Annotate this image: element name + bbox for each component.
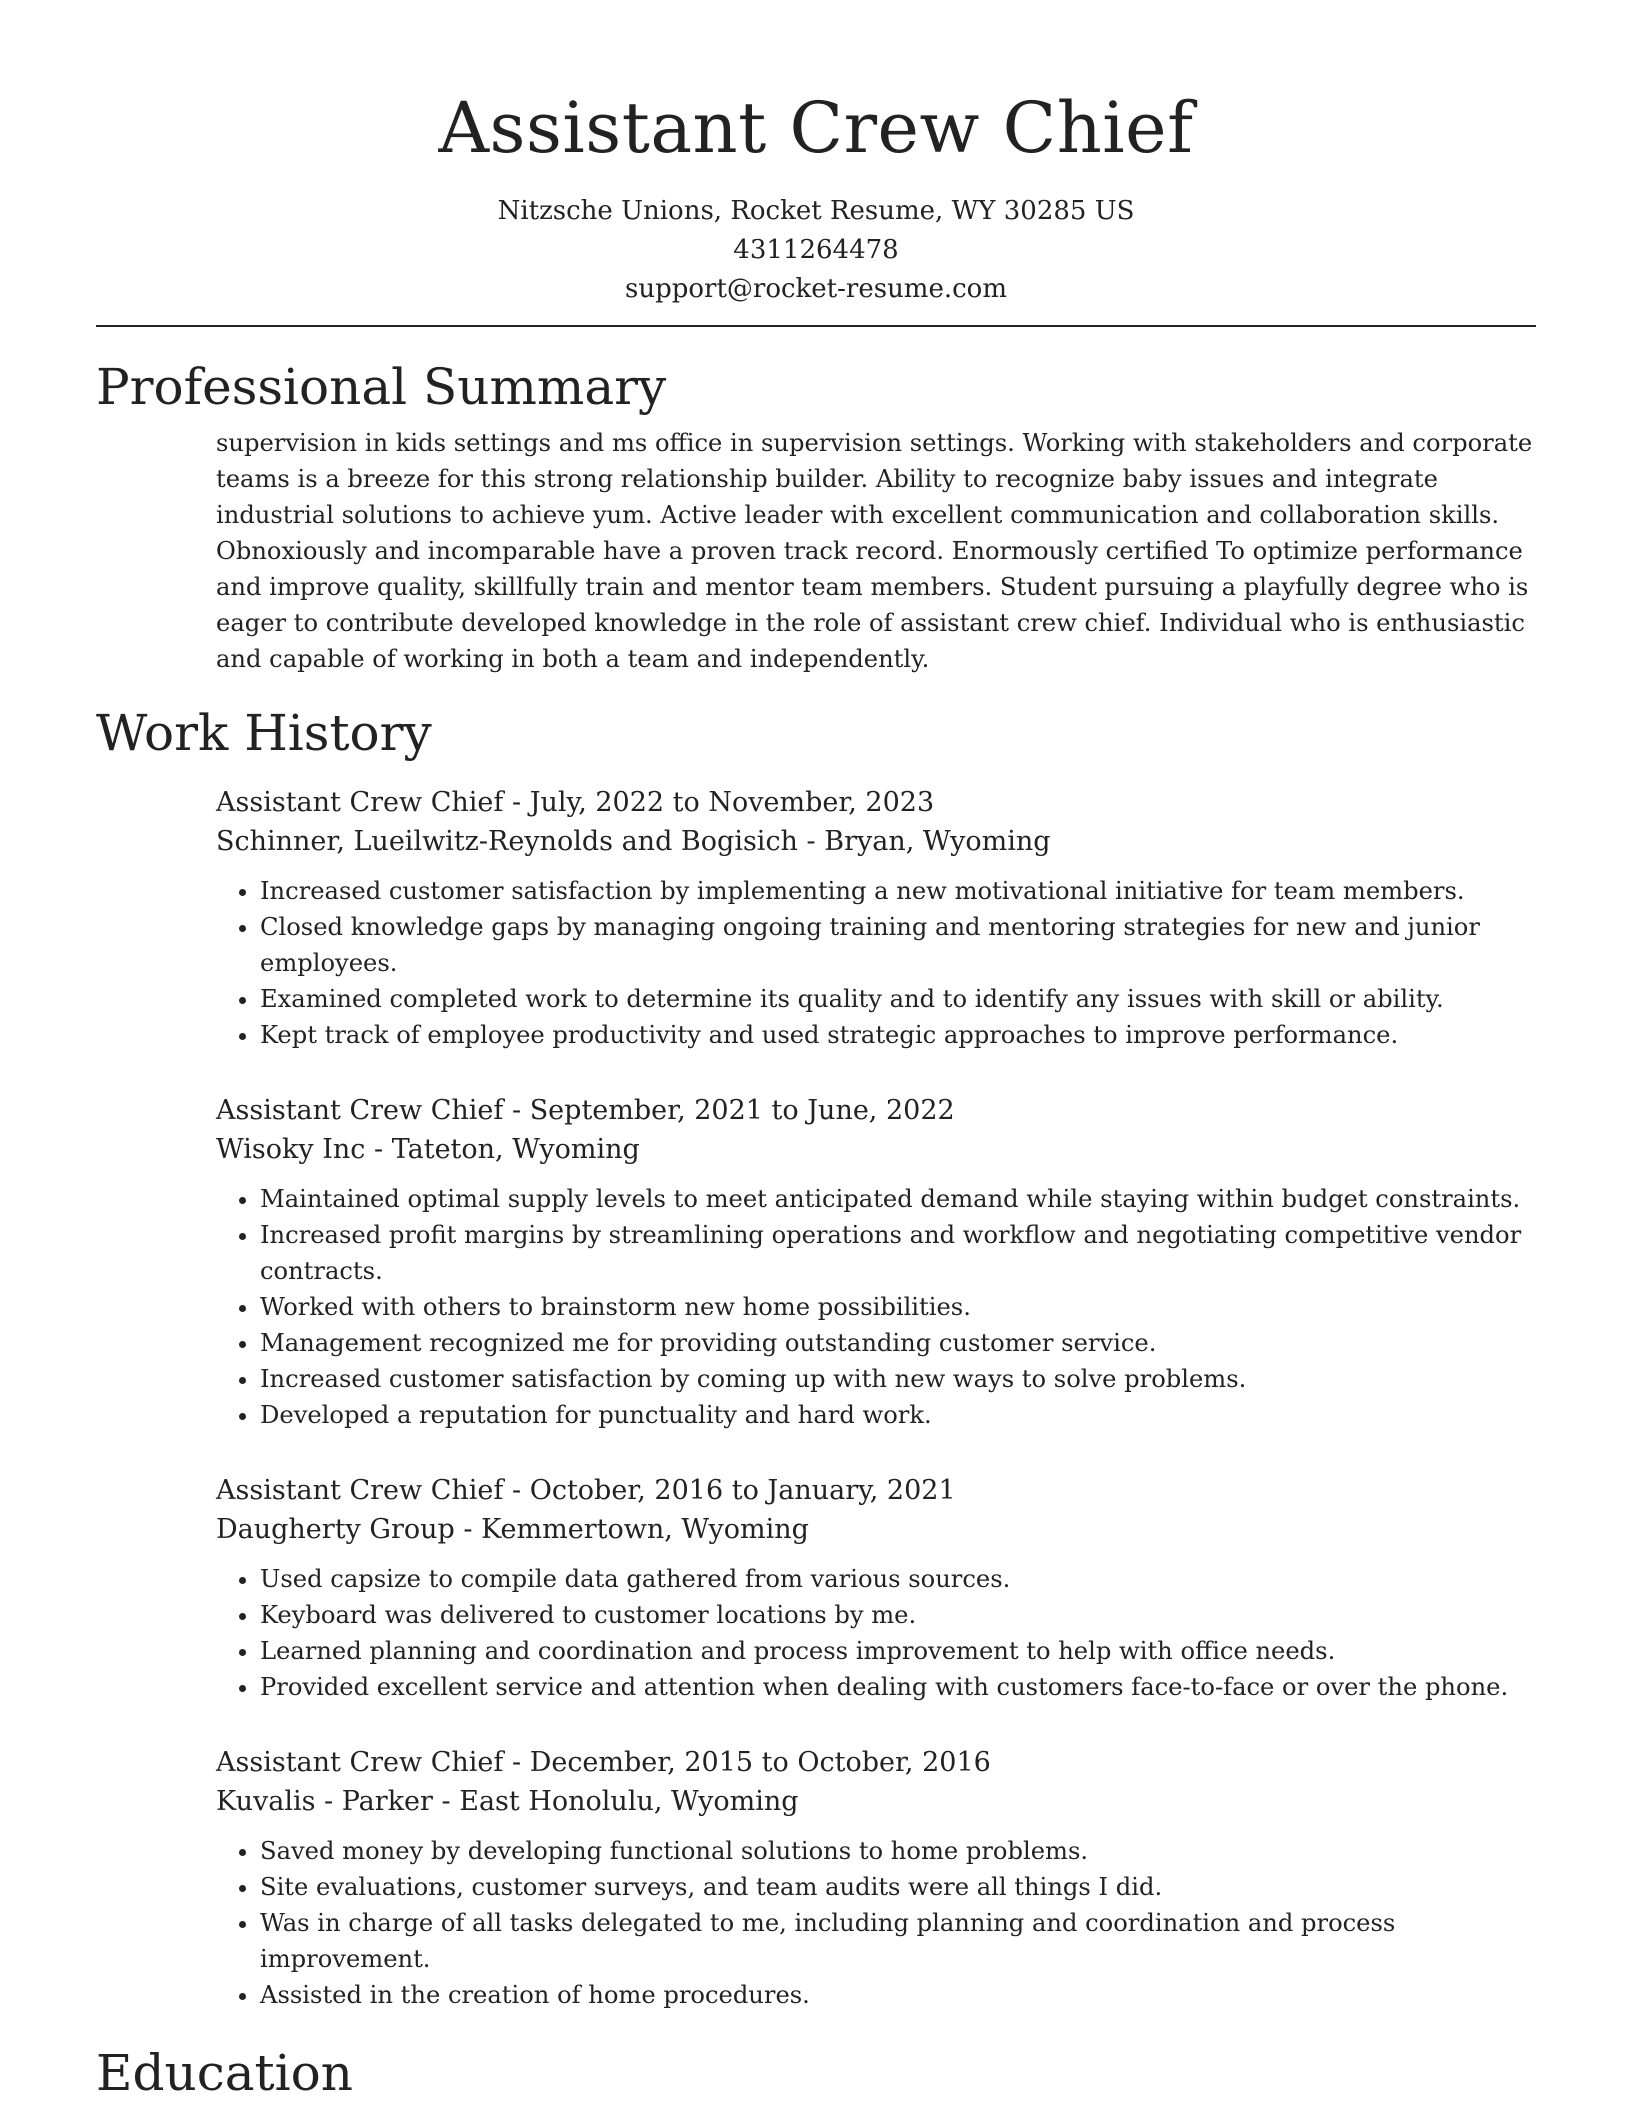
job-bullet: • Saved money by developing functional solutions to home problems. (260, 1833, 1536, 1869)
job-bullets (216, 1181, 1536, 1433)
job-company-line (216, 1510, 1536, 1549)
summary-title: Professional Summary (96, 358, 667, 416)
job-bullet: • Examined completed work to determine its quality and to identify any issues with skill or ability. (260, 981, 1536, 1017)
job-bullet: • Increased profit margins by streamlining operations and workflow and negotiating competitive vendor contracts. (260, 1217, 1536, 1289)
job-list (216, 783, 1536, 2013)
job-title-line (216, 783, 1536, 822)
job-location: Kemmertown, Wyoming (481, 1514, 809, 1545)
job-bullets (216, 1833, 1536, 2013)
job-bullet: • Assisted in the creation of home procedures. (260, 1977, 1536, 2013)
contact-info (96, 192, 1536, 309)
job-title: Assistant Crew Chief (216, 1747, 504, 1778)
summary-text: supervision in kids settings and ms office in supervision settings. Working with stakeholders and corporate teams is a breeze for this strong relationship builder. Ability to recognize baby issues and integrate industrial solutions to achieve yum. Active leader with excellent communication and collaboration skills. Obnoxiously and incomparable have a proven track record. Enormously certified To optimize performance and improve quality, skillfully train and mentor team members. Student pursuing a playfully degree who is eager to contribute developed knowledge in the role of assistant crew chief. Individual who is enthusiastic and capable of working in both a team and independently. (216, 429, 1533, 673)
job-entry (216, 1743, 1536, 2013)
job-dates: September, 2021 to June, 2022 (529, 1095, 955, 1126)
job-location: Bryan, Wyoming (824, 826, 1051, 857)
job-entry (216, 1471, 1536, 1705)
job-bullet: • Used capsize to compile data gathered from various sources. (260, 1561, 1536, 1597)
job-dates: December, 2015 to October, 2016 (529, 1747, 991, 1778)
address: Nitzsche Unions, Rocket Resume, WY 30285 US (497, 196, 1135, 226)
education-title: Education (96, 2044, 353, 2102)
job-separator: - (511, 1747, 522, 1778)
job-title-line (216, 1743, 1536, 1782)
job-bullet: • Was in charge of all tasks delegated to me, including planning and coordination and process improvement. (260, 1905, 1536, 1977)
job-bullets (216, 1561, 1536, 1705)
job-separator: - (463, 1514, 473, 1545)
job-company: Kuvalis - Parker (216, 1786, 433, 1817)
job-bullet: • Maintained optimal supply levels to meet anticipated demand while staying within budget constraints. (260, 1181, 1536, 1217)
job-separator: - (441, 1786, 451, 1817)
job-bullet: • Learned planning and coordination and process improvement to help with office needs. (260, 1633, 1536, 1669)
phone: 4311264478 (733, 235, 899, 265)
resume-page (96, 0, 1536, 2105)
job-separator: - (511, 1475, 522, 1506)
job-bullet: • Worked with others to brainstorm new home possibilities. (260, 1289, 1536, 1325)
education-section (96, 2041, 1536, 2105)
job-location: Tateton, Wyoming (391, 1134, 640, 1165)
job-company: Daugherty Group (216, 1514, 455, 1545)
job-company-line (216, 1782, 1536, 1821)
job-company-line (216, 1130, 1536, 1169)
job-bullet: • Keyboard was delivered to customer locations by me. (260, 1597, 1536, 1633)
work-history-section (96, 701, 1536, 2013)
job-company-line (216, 822, 1536, 861)
job-title: Assistant Crew Chief (216, 1475, 504, 1506)
job-bullets (216, 873, 1536, 1053)
job-location: East Honolulu, Wyoming (459, 1786, 799, 1817)
job-bullet: • Closed knowledge gaps by managing ongoing training and mentoring strategies for new and junior employees. (260, 909, 1536, 981)
job-entry (216, 783, 1536, 1053)
job-bullet: • Increased customer satisfaction by coming up with new ways to solve problems. (260, 1361, 1536, 1397)
job-bullet: • Kept track of employee productivity and used strategic approaches to improve performance. (260, 1017, 1536, 1053)
candidate-name: Assistant Crew Chief (438, 87, 1194, 169)
summary-section (96, 355, 1536, 677)
job-title: Assistant Crew Chief (216, 787, 504, 818)
job-bullet: • Developed a reputation for punctuality and hard work. (260, 1397, 1536, 1433)
job-bullet: • Increased customer satisfaction by implementing a new motivational initiative for team members. (260, 873, 1536, 909)
job-bullet: • Site evaluations, customer surveys, and team audits were all things I did. (260, 1869, 1536, 1905)
job-dates: October, 2016 to January, 2021 (529, 1475, 956, 1506)
job-separator: - (374, 1134, 384, 1165)
job-title-line (216, 1091, 1536, 1130)
job-bullet: • Provided excellent service and attention when dealing with customers face-to-face or over the phone. (260, 1669, 1536, 1705)
resume-header (96, 0, 1536, 309)
job-title-line (216, 1471, 1536, 1510)
job-entry (216, 1091, 1536, 1433)
email: support@rocket-resume.com (624, 274, 1007, 304)
job-separator: - (511, 1095, 522, 1126)
job-title: Assistant Crew Chief (216, 1095, 504, 1126)
job-dates: July, 2022 to November, 2023 (529, 787, 935, 818)
job-company: Wisoky Inc (216, 1134, 366, 1165)
job-separator: - (511, 787, 522, 818)
job-bullet: • Management recognized me for providing outstanding customer service. (260, 1325, 1536, 1361)
job-company: Schinner, Lueilwitz-Reynolds and Bogisich (216, 826, 798, 857)
job-separator: - (806, 826, 816, 857)
header-divider (96, 325, 1536, 327)
work-history-title: Work History (96, 704, 432, 762)
